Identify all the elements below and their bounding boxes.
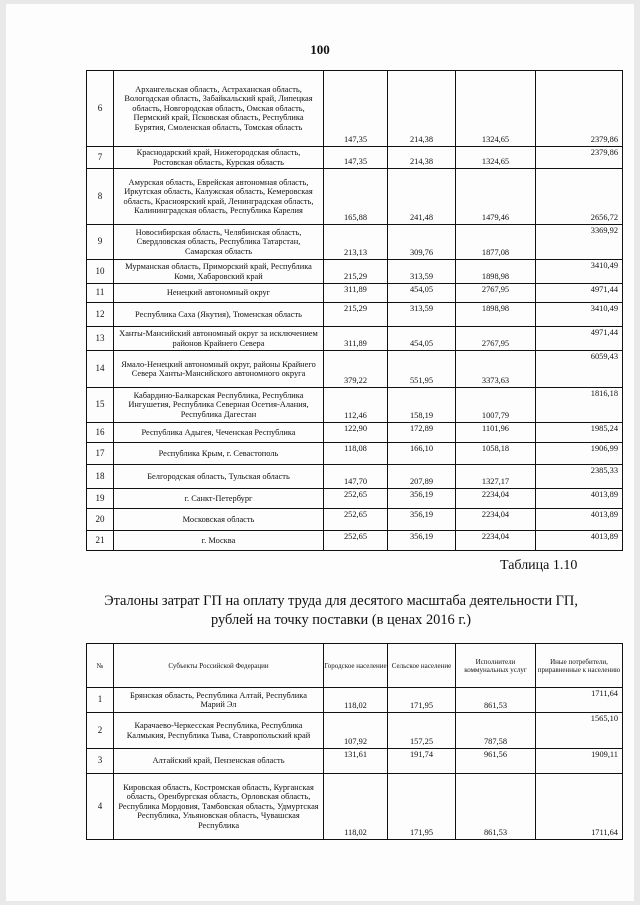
utility-value: 2234,04 xyxy=(456,509,536,531)
region-cell: Кировская область, Костромская область, Курганская область, Оренбургская область, Орловская область, Республика Мордовия, Тамбовская область, Удмуртская Республика, Ульяновская область, Чувашская Республика xyxy=(114,774,324,840)
header-number: № xyxy=(87,644,114,688)
region-cell: Кабардино-Балкарская Республика, Республика Ингушетия, Республика Северная Осетия-Алания, Республика Дагестан xyxy=(114,388,324,423)
row-number: 2 xyxy=(87,713,114,749)
rural-value: 313,59 xyxy=(388,303,456,327)
rural-value: 172,89 xyxy=(388,423,456,443)
rural-value: 356,19 xyxy=(388,509,456,531)
urban-value: 311,89 xyxy=(324,327,388,351)
region-cell: Мурманская область, Приморский край, Республика Коми, Хабаровский край xyxy=(114,260,324,284)
cost-table-continued xyxy=(86,70,623,551)
other-value: 6059,43 xyxy=(536,351,623,388)
region-cell: Архангельская область, Астраханская область, Вологодская область, Забайкальский край, Липецкая область, Новгородская область, Омская область, Пермский край, Псковская область, Республика Бурятия, Смоленская область, Томская область xyxy=(114,71,324,147)
other-value: 2385,33 xyxy=(536,465,623,489)
other-value: 3410,49 xyxy=(536,303,623,327)
rural-value: 171,95 xyxy=(388,774,456,840)
row-number: 10 xyxy=(87,260,114,284)
row-number: 4 xyxy=(87,774,114,840)
urban-value: 118,02 xyxy=(324,774,388,840)
row-number: 16 xyxy=(87,423,114,443)
table-row xyxy=(87,423,623,443)
urban-value: 118,02 xyxy=(324,688,388,713)
urban-value: 252,65 xyxy=(324,531,388,551)
row-number: 18 xyxy=(87,465,114,489)
utility-value: 1898,98 xyxy=(456,260,536,284)
rural-value: 551,95 xyxy=(388,351,456,388)
rural-value: 157,25 xyxy=(388,713,456,749)
table-row xyxy=(87,749,623,774)
other-value: 2379,86 xyxy=(536,147,623,169)
region-cell: Новосибирская область, Челябинская область, Свердловская область, Республика Татарстан, Самарская область xyxy=(114,225,324,260)
other-value: 1711,64 xyxy=(536,688,623,713)
region-cell: Республика Адыгея, Чеченская Республика xyxy=(114,423,324,443)
table-row xyxy=(87,489,623,509)
urban-value: 165,88 xyxy=(324,169,388,225)
region-cell: Республика Саха (Якутия), Тюменская область xyxy=(114,303,324,327)
utility-value: 3373,63 xyxy=(456,351,536,388)
urban-value: 107,92 xyxy=(324,713,388,749)
utility-value: 1101,96 xyxy=(456,423,536,443)
urban-value: 311,89 xyxy=(324,284,388,303)
rural-value: 171,95 xyxy=(388,688,456,713)
urban-value: 252,65 xyxy=(324,489,388,509)
urban-value: 147,35 xyxy=(324,147,388,169)
row-number: 11 xyxy=(87,284,114,303)
table-row xyxy=(87,147,623,169)
urban-value: 122,90 xyxy=(324,423,388,443)
header-urban: Городское население xyxy=(324,644,388,688)
row-number: 1 xyxy=(87,688,114,713)
table-row xyxy=(87,327,623,351)
rural-value: 356,19 xyxy=(388,489,456,509)
table-row xyxy=(87,71,623,147)
table-label: Таблица 1.10 xyxy=(500,558,578,573)
row-number: 7 xyxy=(87,147,114,169)
region-cell: Алтайский край, Пензенская область xyxy=(114,749,324,774)
region-cell: Республика Крым, г. Севастополь xyxy=(114,443,324,465)
table-row xyxy=(87,284,623,303)
header-utility: Исполнители коммунальных услуг xyxy=(456,644,536,688)
region-cell: Ханты-Мансийский автономный округ за исключением районов Крайнего Севера xyxy=(114,327,324,351)
utility-value: 1324,65 xyxy=(456,147,536,169)
row-number: 3 xyxy=(87,749,114,774)
other-value: 1565,10 xyxy=(536,713,623,749)
table-heading: Эталоны затрат ГП на оплату труда для десятого масштаба деятельности ГП, рублей на точку поставки (в ценах 2016 г.) xyxy=(104,593,578,628)
utility-value: 1479,46 xyxy=(456,169,536,225)
row-number: 8 xyxy=(87,169,114,225)
header-rural: Сельское население xyxy=(388,644,456,688)
row-number: 6 xyxy=(87,71,114,147)
table-row xyxy=(87,351,623,388)
region-cell: Московская область xyxy=(114,509,324,531)
region-cell: г. Санкт-Петербург xyxy=(114,489,324,509)
urban-value: 213,13 xyxy=(324,225,388,260)
rural-value: 454,05 xyxy=(388,284,456,303)
region-cell: Амурская область, Еврейская автономная область, Иркутская область, Калужская область, Кемеровская область, Красноярский край, Ленинградская область, Калининградская область, Республика Карелия xyxy=(114,169,324,225)
rural-value: 191,74 xyxy=(388,749,456,774)
utility-value: 861,53 xyxy=(456,774,536,840)
other-value: 4971,44 xyxy=(536,327,623,351)
region-cell: Краснодарский край, Нижегородская область, Ростовская область, Курская область xyxy=(114,147,324,169)
region-cell: Брянская область, Республика Алтай, Республика Марий Эл xyxy=(114,688,324,713)
urban-value: 147,35 xyxy=(324,71,388,147)
utility-value: 861,53 xyxy=(456,688,536,713)
other-value: 4013,89 xyxy=(536,509,623,531)
other-value: 1906,99 xyxy=(536,443,623,465)
urban-value: 252,65 xyxy=(324,509,388,531)
region-cell: Ямало-Ненецкий автономный округ, районы Крайнего Севера Ханты-Мансийского автономного округа xyxy=(114,351,324,388)
utility-value: 1898,98 xyxy=(456,303,536,327)
other-value: 1711,64 xyxy=(536,774,623,840)
rural-value: 158,19 xyxy=(388,388,456,423)
table-row xyxy=(87,774,623,840)
other-value: 1985,24 xyxy=(536,423,623,443)
other-value: 4013,89 xyxy=(536,489,623,509)
row-number: 17 xyxy=(87,443,114,465)
utility-value: 961,56 xyxy=(456,749,536,774)
urban-value: 131,61 xyxy=(324,749,388,774)
table-row xyxy=(87,531,623,551)
row-number: 19 xyxy=(87,489,114,509)
rural-value: 356,19 xyxy=(388,531,456,551)
table-row xyxy=(87,169,623,225)
table-row xyxy=(87,225,623,260)
urban-value: 215,29 xyxy=(324,303,388,327)
other-value: 3369,92 xyxy=(536,225,623,260)
utility-value: 2234,04 xyxy=(456,489,536,509)
urban-value: 112,46 xyxy=(324,388,388,423)
table-row xyxy=(87,509,623,531)
rural-value: 207,89 xyxy=(388,465,456,489)
utility-value: 1324,65 xyxy=(456,71,536,147)
rural-value: 454,05 xyxy=(388,327,456,351)
row-number: 13 xyxy=(87,327,114,351)
region-cell: Карачаево-Черкесская Республика, Республика Калмыкия, Республика Тыва, Ставропольский край xyxy=(114,713,324,749)
other-value: 1909,11 xyxy=(536,749,623,774)
other-value: 4971,44 xyxy=(536,284,623,303)
cost-table-10 xyxy=(86,643,623,840)
utility-value: 787,58 xyxy=(456,713,536,749)
page-number: 100 xyxy=(310,42,330,57)
other-value: 2379,86 xyxy=(536,71,623,147)
region-cell: Белгородская область, Тульская область xyxy=(114,465,324,489)
rural-value: 214,38 xyxy=(388,147,456,169)
rural-value: 214,38 xyxy=(388,71,456,147)
urban-value: 118,08 xyxy=(324,443,388,465)
urban-value: 215,29 xyxy=(324,260,388,284)
urban-value: 379,22 xyxy=(324,351,388,388)
header-region: Субъекты Российской Федерации xyxy=(114,644,324,688)
rural-value: 309,76 xyxy=(388,225,456,260)
header-other: Иные потребители, приравненные к населению xyxy=(536,644,623,688)
utility-value: 1007,79 xyxy=(456,388,536,423)
region-cell: г. Москва xyxy=(114,531,324,551)
row-number: 21 xyxy=(87,531,114,551)
row-number: 9 xyxy=(87,225,114,260)
rural-value: 166,10 xyxy=(388,443,456,465)
rural-value: 241,48 xyxy=(388,169,456,225)
row-number: 15 xyxy=(87,388,114,423)
table-row xyxy=(87,713,623,749)
rural-value: 313,59 xyxy=(388,260,456,284)
utility-value: 1877,08 xyxy=(456,225,536,260)
urban-value: 147,70 xyxy=(324,465,388,489)
other-value: 2656,72 xyxy=(536,169,623,225)
table-row xyxy=(87,443,623,465)
utility-value: 2767,95 xyxy=(456,284,536,303)
utility-value: 1058,18 xyxy=(456,443,536,465)
utility-value: 2234,04 xyxy=(456,531,536,551)
row-number: 12 xyxy=(87,303,114,327)
row-number: 14 xyxy=(87,351,114,388)
utility-value: 2767,95 xyxy=(456,327,536,351)
other-value: 1816,18 xyxy=(536,388,623,423)
other-value: 4013,89 xyxy=(536,531,623,551)
table-row xyxy=(87,688,623,713)
region-cell: Ненецкий автономный округ xyxy=(114,284,324,303)
other-value: 3410,49 xyxy=(536,260,623,284)
row-number: 20 xyxy=(87,509,114,531)
table-row xyxy=(87,465,623,489)
table-row xyxy=(87,303,623,327)
utility-value: 1327,17 xyxy=(456,465,536,489)
table-row xyxy=(87,388,623,423)
table-row xyxy=(87,260,623,284)
